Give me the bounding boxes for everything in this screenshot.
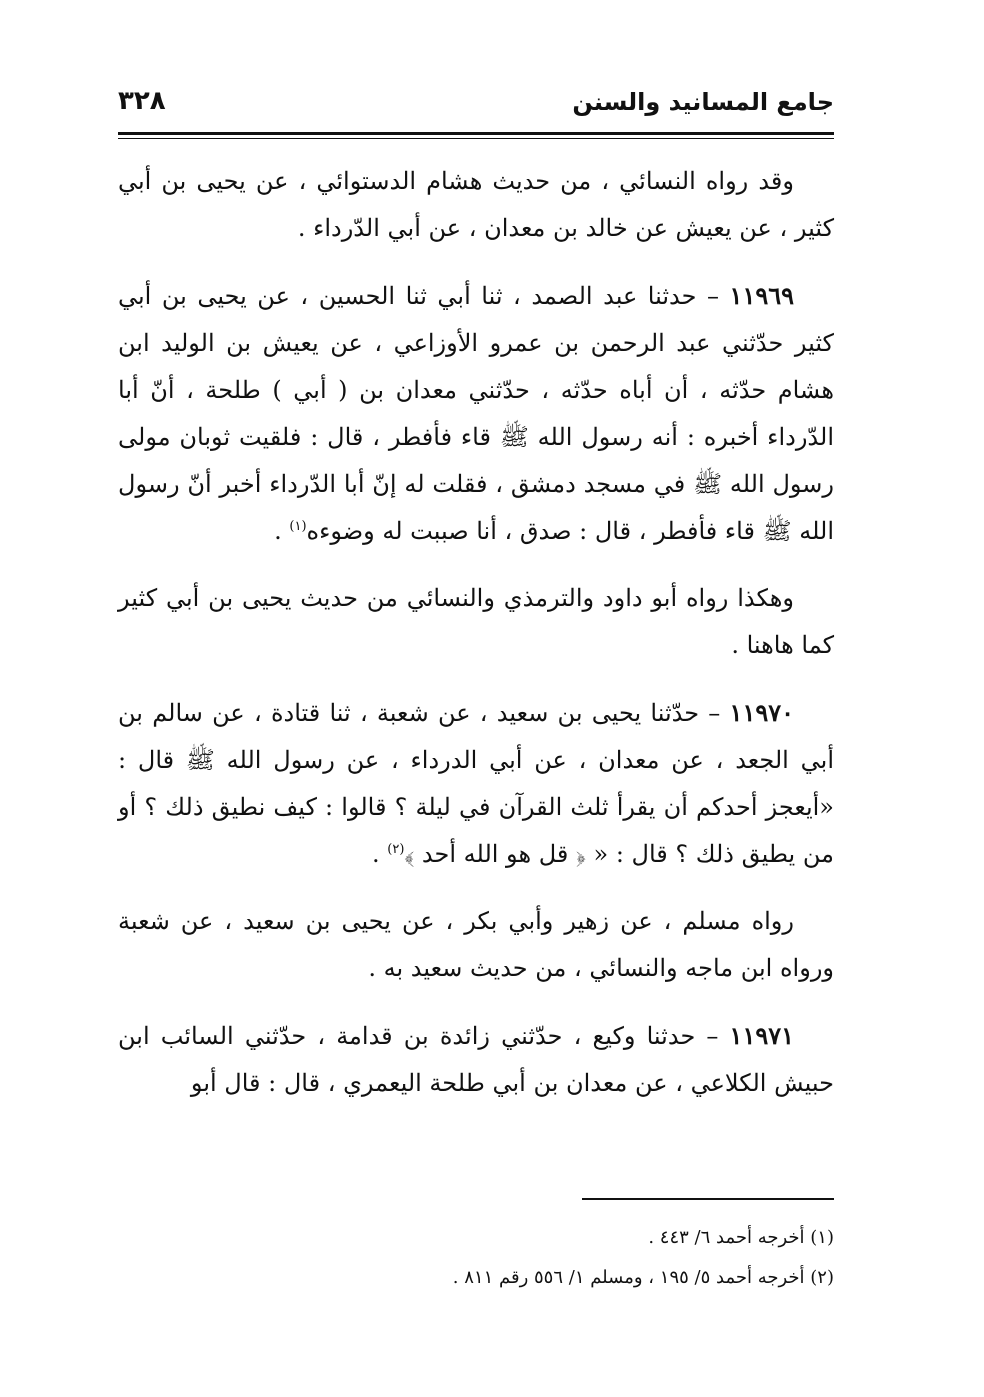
hadith-number: ١١٩٧٠ [729, 698, 794, 727]
footnote-1: (١) أخرجه أحمد ٦/ ٤٤٣ . [648, 1227, 834, 1248]
paragraph-text: وقد رواه النسائي ، من حديث هشام الدستوائي ، عن يحيى بن أبي كثير ، عن يعيش عن خالد بن معدان ، عن أبي الدّرداء . [118, 167, 834, 242]
hadith-number: ١١٩٧١ [729, 1021, 794, 1050]
body-text [118, 158, 834, 1127]
hadith-paragraph [118, 272, 834, 555]
header-rule [118, 132, 834, 135]
paragraph [118, 575, 834, 669]
paragraph-text: – حدثنا عبد الصمد ، ثنا أبي ثنا الحسين ، عن يحيى بن أبي كثير حدّثني عبد الرحمن بن عمرو الأوزاعي ، عن يعيش بن الوليد ابن هشام حدّثه ، أن أباه حدّثه ، حدّثني معدان بن ( أبي ) طلحة ، أنّ أبا الدّرداء أخبره : أنه رسول الله ﷺ قاء فأفطر ، قال : فلقيت ثوبان مولى رسول الله ﷺ في مسجد دمشق ، فقلت له إنّ أبا الدّرداء أخبر أنّ رسول الله ﷺ قاء فأفطر ، قال : صدق ، أنا صببت له وضوءه [118, 282, 834, 545]
hadith-paragraph [118, 689, 834, 878]
header-rule-thin [118, 138, 834, 139]
paragraph-tail: . [274, 517, 290, 545]
paragraph [118, 898, 834, 992]
page-header [118, 80, 834, 130]
paragraph-tail: . [372, 840, 388, 868]
footnote-rule [582, 1198, 834, 1200]
page-number: ٣٢٨ [118, 86, 166, 116]
paragraph [118, 158, 834, 252]
paragraph-text: – حدثنا وكيع ، حدّثني زائدة بن قدامة ، حدّثني السائب ابن حبيش الكلاعي ، عن معدان بن أبي طلحة اليعمري ، قال : قال أبو [118, 1022, 834, 1097]
footnotes [118, 1218, 834, 1298]
hadith-number: ١١٩٦٩ [729, 281, 794, 310]
paragraph-text: رواه مسلم ، عن زهير وأبي بكر ، عن يحيى بن سعيد ، عن شعبة ورواه ابن ماجه والنسائي ، من حديث سعيد به . [118, 907, 834, 982]
running-title: جامع المسانيد والسنن [572, 88, 834, 116]
footnote-2: (٢) أخرجه أحمد ٥/ ١٩٥ ، ومسلم ١/ ٥٥٦ رقم ٨١١ . [452, 1267, 834, 1288]
hadith-paragraph [118, 1012, 834, 1107]
paragraph-text: – حدّثنا يحيى بن سعيد ، عن شعبة ، ثنا قتادة ، عن سالم بن أبي الجعد ، عن معدان ، عن أبي الدرداء ، عن رسول الله ﷺ قال : «أيعجز أحدكم أن يقرأ ثلث القرآن في ليلة ؟ قالوا : كيف نطيق ذلك ؟ أو من يطيق ذلك ؟ قال : « ﴿ قل هو الله أحد ﴾ [118, 699, 834, 868]
footnote-ref[interactable]: (١) [289, 519, 307, 534]
footnote-ref[interactable]: (٢) [387, 842, 405, 857]
paragraph-text: وهكذا رواه أبو داود والترمذي والنسائي من حديث يحيى بن أبي كثير كما هاهنا . [118, 584, 834, 659]
